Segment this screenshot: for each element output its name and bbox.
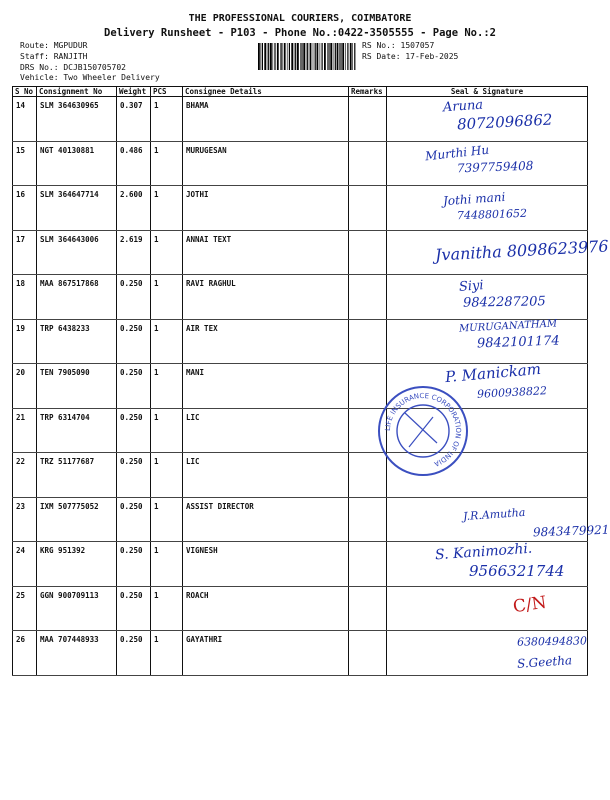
cell-pcs: 1 bbox=[151, 542, 183, 587]
handwritten-signature: 7397759408 bbox=[456, 158, 534, 175]
cell-signature bbox=[387, 230, 609, 275]
cell-remarks bbox=[349, 542, 387, 587]
cell-weight: 0.250 bbox=[117, 453, 151, 498]
cell-consignment-no: GGN 900709113 bbox=[37, 586, 117, 631]
cell-consignment-no: TRZ 51177687 bbox=[37, 453, 117, 498]
cell-consignee: VIGNESH bbox=[183, 542, 349, 587]
cell-weight: 0.486 bbox=[117, 141, 151, 186]
cell-consignee: AIR TEX bbox=[183, 319, 349, 364]
cell-signature bbox=[387, 141, 588, 186]
table-row bbox=[13, 542, 588, 587]
cell-consignee: MANI bbox=[183, 364, 349, 409]
handwritten-signature: 6380494830 bbox=[516, 634, 588, 649]
cell-pcs: 1 bbox=[151, 141, 183, 186]
cell-pcs: 1 bbox=[151, 631, 183, 676]
table-row bbox=[13, 230, 588, 275]
handwritten-signature: S. Kanimozhi. bbox=[434, 540, 533, 564]
cell-remarks bbox=[349, 497, 387, 542]
table-row bbox=[13, 186, 588, 231]
cell-remarks bbox=[349, 319, 387, 364]
cell-pcs: 1 bbox=[151, 497, 183, 542]
table-row bbox=[13, 275, 588, 320]
handwritten-signature: 9566321744 bbox=[469, 562, 565, 580]
handwritten-signature: Siyi bbox=[458, 278, 485, 295]
cell-consignment-no: MAA 707448933 bbox=[37, 631, 117, 676]
col-signature-header: Seal & Signature bbox=[387, 87, 588, 97]
cell-signature bbox=[387, 497, 610, 542]
cell-pcs: 1 bbox=[151, 364, 183, 409]
cell-consignee: GAYATHRI bbox=[183, 631, 349, 676]
cell-signature bbox=[387, 275, 588, 320]
handwritten-signature: MURUGANATHAM bbox=[458, 317, 558, 335]
table-row bbox=[13, 97, 588, 142]
table-row bbox=[13, 141, 588, 186]
col-sno-header: S No bbox=[13, 87, 37, 97]
handwritten-signature: 9843479921 bbox=[532, 522, 610, 539]
cell-consignee: BHAMA bbox=[183, 97, 349, 142]
cell-consignee: ANNAI TEXT bbox=[183, 230, 349, 275]
cell-sno: 21 bbox=[13, 408, 37, 453]
cell-sno: 25 bbox=[13, 586, 37, 631]
cell-consignment-no: TRP 6438233 bbox=[37, 319, 117, 364]
route-label: Route: bbox=[20, 41, 49, 50]
drs-label: DRS No.: bbox=[20, 63, 59, 72]
cell-weight: 0.250 bbox=[117, 586, 151, 631]
cell-weight: 0.250 bbox=[117, 275, 151, 320]
cell-weight: 0.250 bbox=[117, 631, 151, 676]
handwritten-signature: 9600938822 bbox=[476, 384, 548, 401]
handwritten-signature: Aruna bbox=[442, 97, 484, 116]
table-row bbox=[13, 364, 588, 409]
handwritten-signature: Jvanitha 8098623976 bbox=[434, 235, 609, 265]
cell-sno: 20 bbox=[13, 364, 37, 409]
cell-signature bbox=[387, 542, 588, 587]
cell-sno: 23 bbox=[13, 497, 37, 542]
col-consignment-header: Consignment No bbox=[37, 87, 117, 97]
cell-pcs: 1 bbox=[151, 275, 183, 320]
handwritten-signature: 9842101174 bbox=[476, 333, 560, 351]
cell-consignment-no: IXM 507775052 bbox=[37, 497, 117, 542]
cell-signature bbox=[387, 319, 588, 364]
cell-weight: 2.600 bbox=[117, 186, 151, 231]
table-row bbox=[13, 319, 588, 364]
barcode bbox=[258, 43, 356, 70]
handwritten-signature: P. Manickam bbox=[444, 359, 542, 387]
cell-signature bbox=[387, 97, 588, 142]
rs-no-label: RS No.: bbox=[362, 41, 396, 50]
cell-pcs: 1 bbox=[151, 586, 183, 631]
col-pcs-header: PCS bbox=[151, 87, 183, 97]
staff-value: RANJITH bbox=[53, 52, 88, 61]
cell-sno: 22 bbox=[13, 453, 37, 498]
route-value: MGPUDUR bbox=[53, 41, 88, 50]
cell-remarks bbox=[349, 186, 387, 231]
company-title: THE PROFESSIONAL COURIERS, COIMBATORE bbox=[188, 13, 412, 24]
cell-pcs: 1 bbox=[151, 230, 183, 275]
vehicle-label: Vehicle: bbox=[20, 73, 59, 82]
table-row bbox=[13, 631, 588, 676]
cell-weight: 0.250 bbox=[117, 542, 151, 587]
col-weight-header: Weight bbox=[117, 87, 151, 97]
cell-weight: 0.250 bbox=[117, 364, 151, 409]
table-header-row bbox=[13, 87, 588, 97]
handwritten-signature: 7448801652 bbox=[456, 206, 528, 223]
cell-remarks bbox=[349, 230, 387, 275]
vehicle-field bbox=[20, 73, 160, 82]
cell-sno: 15 bbox=[13, 141, 37, 186]
drs-field bbox=[20, 63, 126, 72]
cell-sno: 24 bbox=[13, 542, 37, 587]
cell-consignment-no: TEN 7905090 bbox=[37, 364, 117, 409]
cell-consignment-no: SLM 364647714 bbox=[37, 186, 117, 231]
cell-signature bbox=[387, 631, 588, 676]
cell-sno: 16 bbox=[13, 186, 37, 231]
cell-pcs: 1 bbox=[151, 319, 183, 364]
lic-office-stamp bbox=[375, 383, 471, 479]
table-row bbox=[13, 453, 588, 498]
cell-consignee: RAVI RAGHUL bbox=[183, 275, 349, 320]
cell-remarks bbox=[349, 631, 387, 676]
cell-signature bbox=[387, 186, 588, 231]
cell-weight: 2.619 bbox=[117, 230, 151, 275]
route-field bbox=[20, 41, 87, 50]
cell-pcs: 1 bbox=[151, 186, 183, 231]
cell-consignee: MURUGESAN bbox=[183, 141, 349, 186]
cell-weight: 0.307 bbox=[117, 97, 151, 142]
cell-sno: 17 bbox=[13, 230, 37, 275]
rs-no-field bbox=[362, 41, 434, 50]
cell-consignment-no: SLM 364630965 bbox=[37, 97, 117, 142]
cell-consignment-no: MAA 867517868 bbox=[37, 275, 117, 320]
cell-consignment-no: KRG 951392 bbox=[37, 542, 117, 587]
handwritten-signature: Murthi Hu bbox=[424, 142, 490, 163]
table-row bbox=[13, 497, 588, 542]
cell-pcs: 1 bbox=[151, 453, 183, 498]
cell-pcs: 1 bbox=[151, 97, 183, 142]
table-row bbox=[13, 586, 588, 631]
rs-date-label: RS Date: bbox=[362, 52, 401, 61]
runsheet-title: Delivery Runsheet - P103 - Phone No.:0422-3505555 - Page No.:2 bbox=[104, 27, 496, 39]
cell-sno: 14 bbox=[13, 97, 37, 142]
col-remarks-header: Remarks bbox=[349, 87, 387, 97]
staff-label: Staff: bbox=[20, 52, 49, 61]
cell-sno: 19 bbox=[13, 319, 37, 364]
cell-remarks bbox=[349, 141, 387, 186]
cell-weight: 0.250 bbox=[117, 408, 151, 453]
handwritten-signature: C/N bbox=[511, 592, 548, 617]
handwritten-signature: Jothi mani bbox=[442, 189, 506, 209]
cell-remarks bbox=[349, 586, 387, 631]
stamp-ring-text: LIFE INSURANCE CORPORATION OF INDIA bbox=[383, 391, 463, 468]
runsheet-table bbox=[12, 86, 610, 676]
vehicle-value: Two Wheeler Delivery bbox=[63, 73, 160, 82]
cell-consignment-no: NGT 40130881 bbox=[37, 141, 117, 186]
cell-signature bbox=[387, 586, 588, 631]
drs-value: DCJB150705702 bbox=[63, 63, 126, 72]
rs-date-value: 17-Feb-2025 bbox=[405, 52, 459, 61]
cell-weight: 0.250 bbox=[117, 497, 151, 542]
cell-sno: 26 bbox=[13, 631, 37, 676]
cell-pcs: 1 bbox=[151, 408, 183, 453]
cell-consignment-no: SLM 364643006 bbox=[37, 230, 117, 275]
handwritten-signature: 8072096862 bbox=[456, 110, 553, 134]
cell-consignment-no: TRP 6314704 bbox=[37, 408, 117, 453]
cell-consignee: LIC bbox=[183, 408, 349, 453]
cell-sno: 18 bbox=[13, 275, 37, 320]
cell-consignee: LIC bbox=[183, 453, 349, 498]
handwritten-signature: 9842287205 bbox=[462, 294, 546, 311]
rs-no-value: 1507057 bbox=[400, 41, 435, 50]
rs-date-field bbox=[362, 52, 458, 61]
cell-consignee: JOTHI bbox=[183, 186, 349, 231]
cell-consignee: ASSIST DIRECTOR bbox=[183, 497, 349, 542]
cell-consignee: ROACH bbox=[183, 586, 349, 631]
cell-weight: 0.250 bbox=[117, 319, 151, 364]
staff-field bbox=[20, 52, 87, 61]
handwritten-signature: J.R.Amutha bbox=[462, 505, 526, 523]
cell-remarks bbox=[349, 97, 387, 142]
col-consignee-header: Consignee Details bbox=[183, 87, 349, 97]
handwritten-signature: S.Geetha bbox=[516, 653, 573, 671]
cell-remarks bbox=[349, 275, 387, 320]
table-row bbox=[13, 408, 588, 453]
